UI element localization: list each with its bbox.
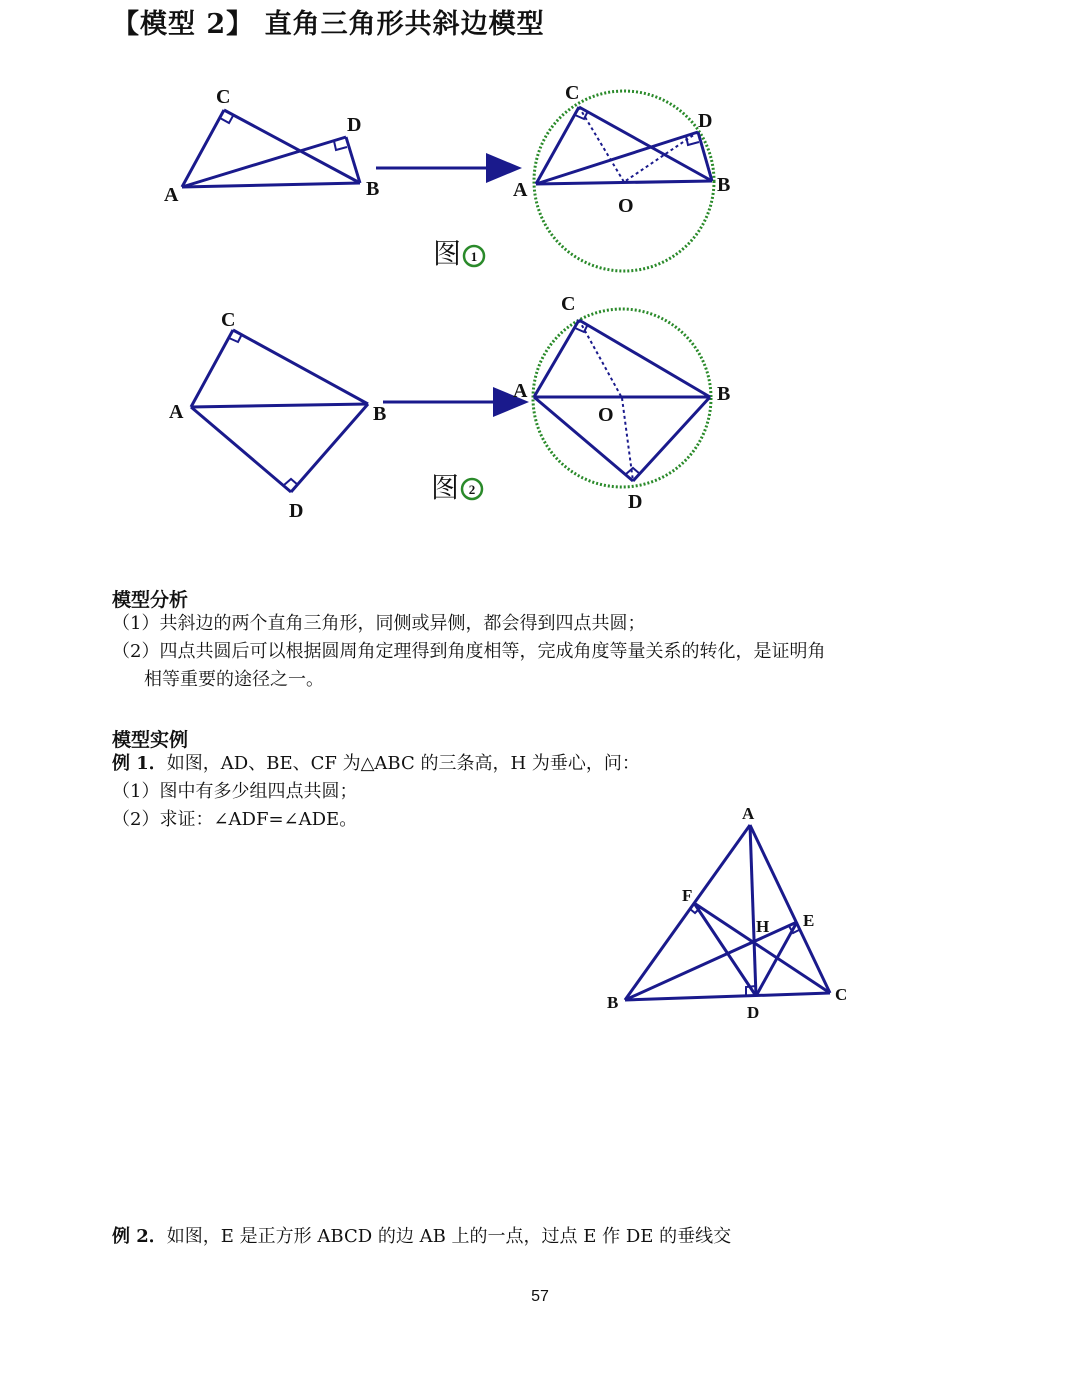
example-1-text: 如图，AD、BE、CF 为△ABC 的三条高，H 为垂心，问： xyxy=(166,753,640,774)
fig2-caption: 图 xyxy=(431,471,460,504)
fig1-left-diagram xyxy=(182,110,360,187)
examples-heading: 模型实例 xyxy=(112,729,189,751)
fig1-left-label-a: A xyxy=(164,184,179,206)
fig1-right-label-o: O xyxy=(618,195,634,217)
fig2-right-label-b: B xyxy=(717,383,731,405)
fig2-left-label-a: A xyxy=(169,401,184,423)
ex1-label-f: F xyxy=(682,886,693,905)
fig1-left-label-d: D xyxy=(347,114,362,136)
fig1-right-label-b: B xyxy=(717,174,731,196)
fig2-left-label-d: D xyxy=(289,500,304,522)
model-figures xyxy=(0,0,1080,560)
fig2-right-label-a: A xyxy=(513,380,528,402)
fig2-right-label-c: C xyxy=(561,293,576,315)
fig1-right-label-d: D xyxy=(698,110,713,132)
fig2-left-label-c: C xyxy=(221,309,236,331)
fig2-right-label-o: O xyxy=(598,404,614,426)
page-title: 【模型 2】 直角三角形共斜边模型 xyxy=(112,9,545,40)
fig1-caption: 图 xyxy=(433,237,462,270)
fig2-left-diagram xyxy=(191,330,368,492)
fig1-left-label-c: C xyxy=(216,86,231,108)
example-1-question-2: （2）求证：∠ADF=∠ADE。 xyxy=(112,809,358,830)
example-1-label: 例 1． xyxy=(112,753,167,774)
fig1-number: 1 xyxy=(470,249,478,264)
ex1-label-e: E xyxy=(803,911,815,930)
fig1-left-label-b: B xyxy=(366,178,380,200)
fig1-right-label-a: A xyxy=(513,179,528,201)
page-number: 57 xyxy=(531,1288,549,1305)
example-2-text: 如图，E 是正方形 ABCD 的边 AB 上的一点，过点 E 作 DE 的垂线交 xyxy=(166,1226,732,1247)
fig2-left-label-b: B xyxy=(373,403,387,425)
fig1-right-diagram xyxy=(534,91,714,271)
ex1-label-d: D xyxy=(747,1003,760,1022)
ex1-label-b: B xyxy=(607,993,619,1012)
ex1-label-h: H xyxy=(756,917,770,936)
example-1-figure xyxy=(580,795,880,1030)
example-1 xyxy=(112,750,640,778)
ex1-label-a: A xyxy=(742,804,755,823)
fig2-number: 2 xyxy=(468,482,476,497)
example-2-label: 例 2． xyxy=(112,1226,167,1247)
ex1-label-c: C xyxy=(835,985,848,1004)
fig1-right-label-c: C xyxy=(565,82,580,104)
fig2-right-label-d: D xyxy=(628,491,643,513)
analysis-heading: 模型分析 xyxy=(112,589,189,611)
analysis-item-2: （2）四点共圆后可以根据圆周角定理得到角度相等，完成角度等量关系的转化，是证明角 xyxy=(112,641,826,662)
example-2 xyxy=(112,1223,731,1251)
analysis-item-1: （1）共斜边的两个直角三角形，同侧或异侧，都会得到四点共圆； xyxy=(112,613,646,634)
fig2-right-diagram xyxy=(533,309,711,487)
analysis-item-2-cont: 相等重要的途径之一。 xyxy=(144,669,324,690)
example-1-question-1: （1）图中有多少组四点共圆； xyxy=(112,781,358,802)
